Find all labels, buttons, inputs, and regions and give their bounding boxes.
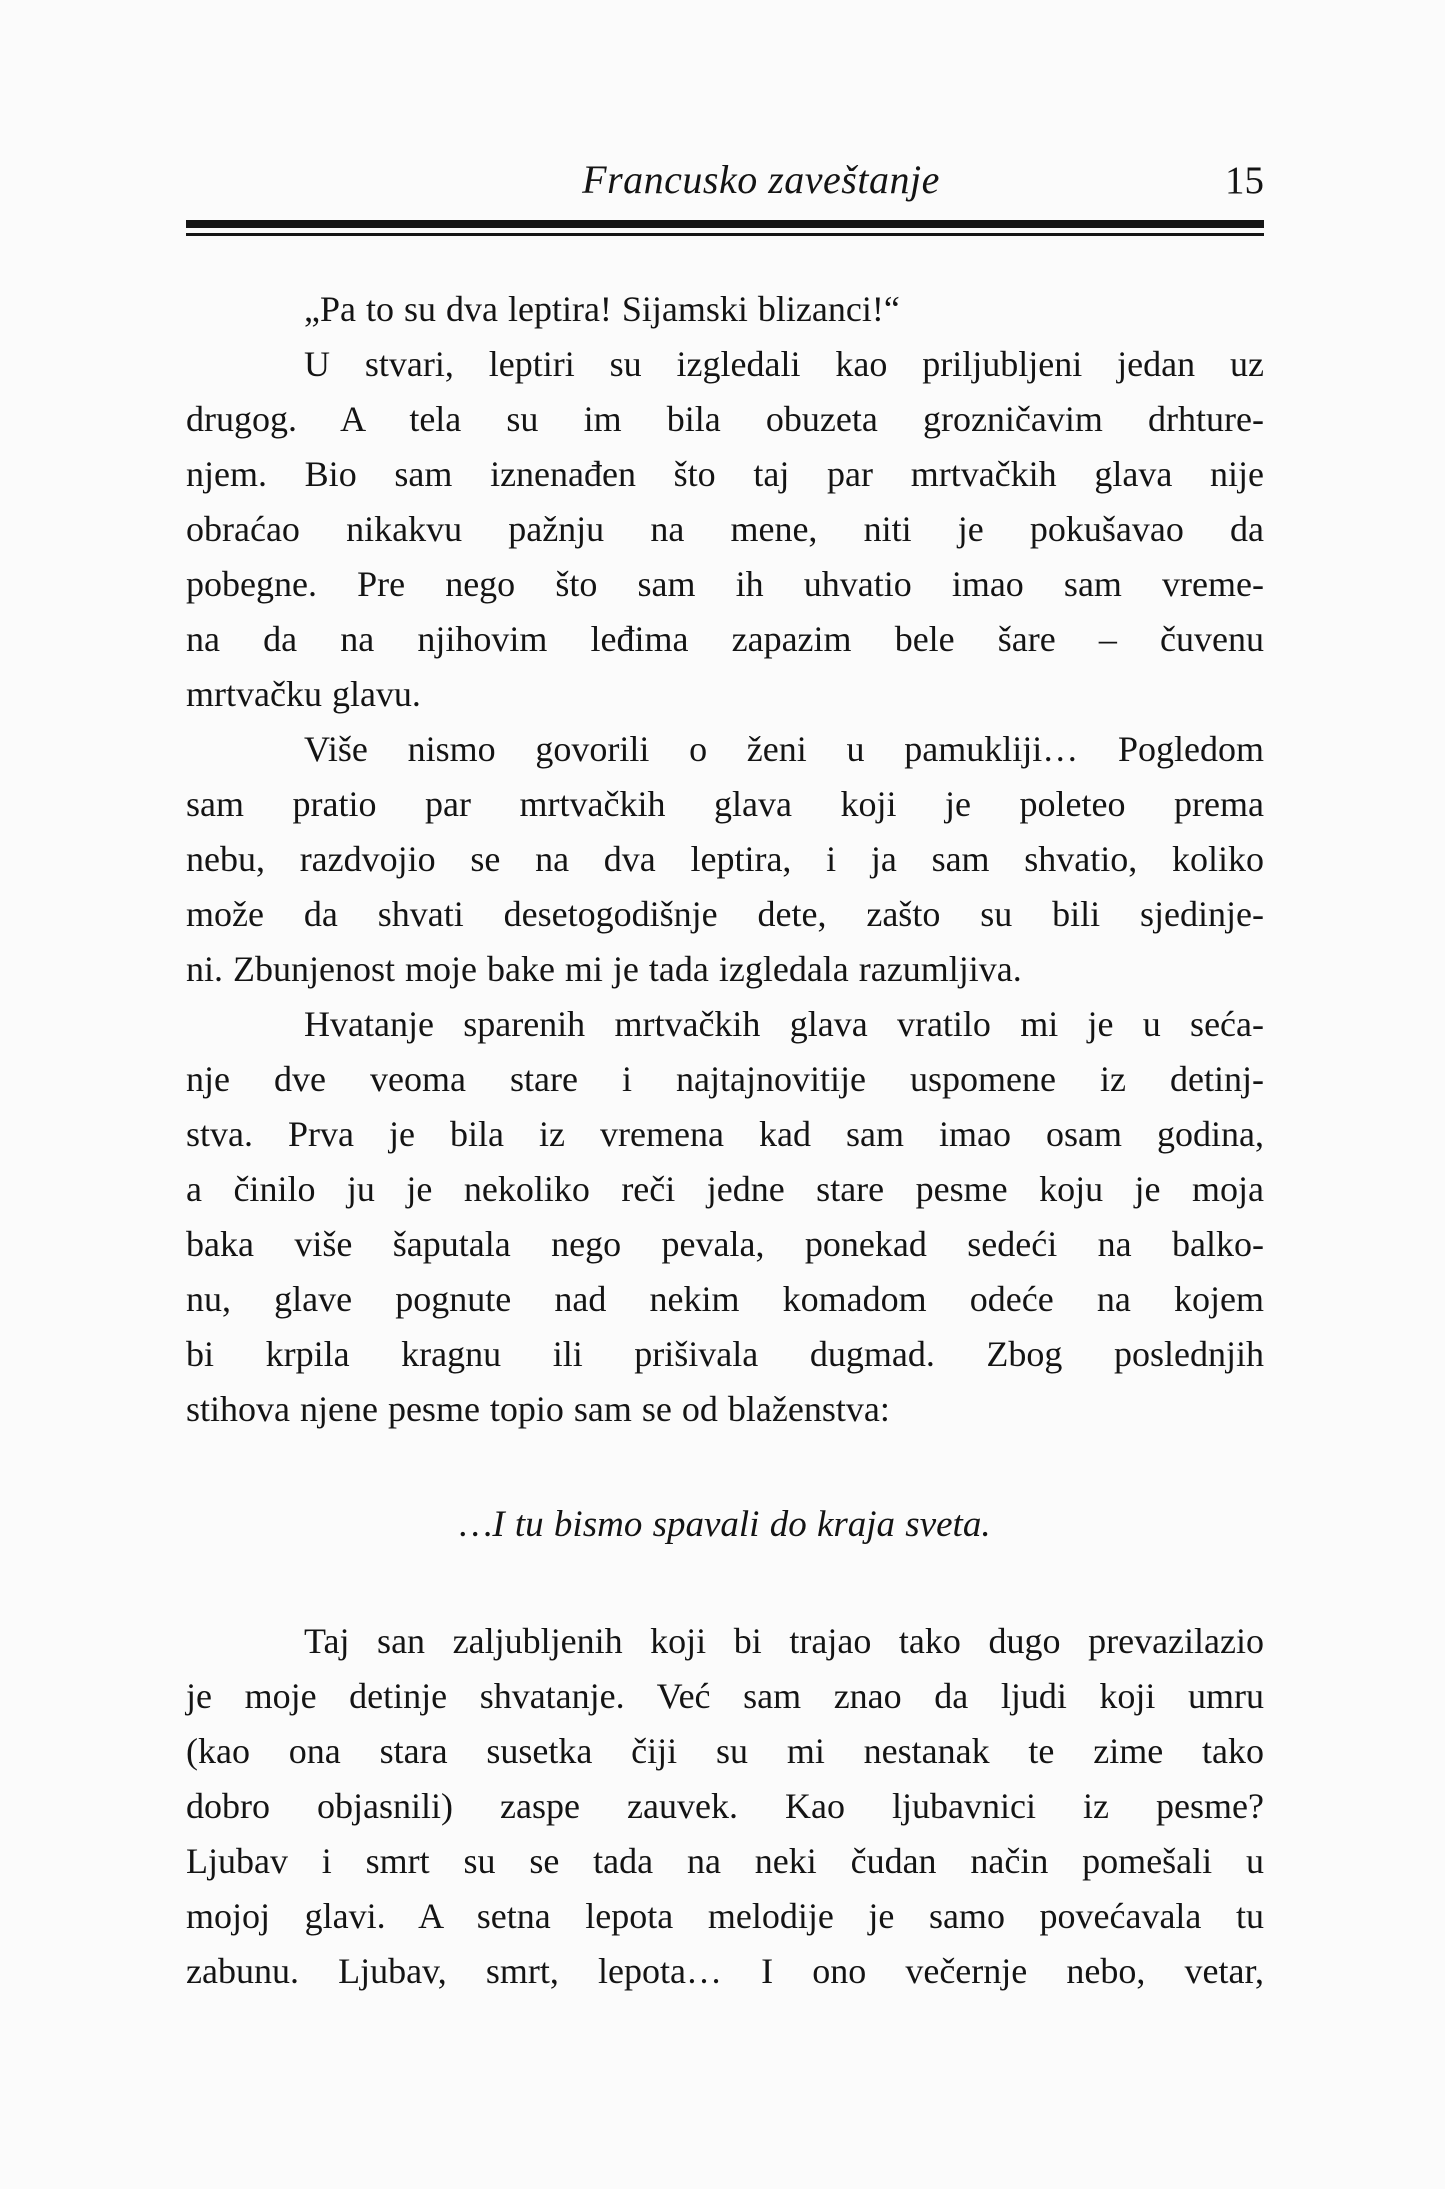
text-line: sam pratio par mrtvačkih glava koji je poleteo prema (186, 784, 1264, 824)
text-line: ni. Zbunjenost moje bake mi je tada izgledala razumljiva. (186, 949, 1022, 989)
text-line: zabunu. Ljubav, smrt, lepota… I ono večernje nebo, vetar, (186, 1951, 1264, 1991)
text-line: bi krpila kragnu ili prišivala dugmad. Zbog poslednjih (186, 1334, 1264, 1374)
text-line: Hvatanje sparenih mrtvačkih glava vratilo mi je u seća- (304, 1004, 1264, 1044)
text-line: (kao ona stara susetka čiji su mi nestanak te zime tako (186, 1731, 1264, 1771)
paragraph (186, 337, 1264, 722)
text-line: može da shvati desetogodišnje dete, zašto su bili sjedinje- (186, 894, 1264, 934)
paragraph (186, 1614, 1264, 1999)
text-line: mrtvačku glavu. (186, 674, 421, 714)
running-title: Francusko zaveštanje (582, 157, 940, 202)
paragraph (186, 722, 1264, 997)
text-line: drugog. A tela su im bila obuzeta grozničavim drhture- (186, 399, 1264, 439)
text-line: pobegne. Pre nego što sam ih uhvatio imao sam vreme- (186, 564, 1264, 604)
verse-line: …I tu bismo spavali do kraja sveta. (459, 1504, 991, 1545)
text-line: nu, glave pognute nad nekim komadom odeće na kojem (186, 1279, 1264, 1319)
text-line: Ljubav i smrt su se tada na neki čudan način pomešali u (186, 1841, 1264, 1881)
text-line: obraćao nikakvu pažnju na mene, niti je pokušavao da (186, 509, 1264, 549)
text-line: na da na njihovim leđima zapazim bele šare – čuvenu (186, 619, 1264, 659)
text-line: nje dve veoma stare i najtajnovitije uspomene iz detinj- (186, 1059, 1264, 1099)
text-line: Taj san zaljubljenih koji bi trajao tako dugo prevazilazio (304, 1621, 1264, 1661)
page-number: 15 (1225, 159, 1264, 202)
header-rule (186, 220, 1264, 236)
text-line: baka više šaputala nego pevala, ponekad sedeći na balko- (186, 1224, 1264, 1264)
paragraph (186, 282, 1264, 337)
page-header (186, 154, 1264, 206)
text-line: nebu, razdvojio se na dva leptira, i ja sam shvatio, koliko (186, 839, 1264, 879)
text-line: Više nismo govorili o ženi u pamukliji… Pogledom (304, 729, 1264, 769)
text-line: a činilo ju je nekoliko reči jedne stare pesme koju je moja (186, 1169, 1264, 1209)
text-block (186, 0, 1264, 1999)
page-body (186, 282, 1264, 1999)
text-line: njem. Bio sam iznenađen što taj par mrtvačkih glava nije (186, 454, 1264, 494)
text-line: stihova njene pesme topio sam se od blaženstva: (186, 1389, 890, 1429)
text-line: stva. Prva je bila iz vremena kad sam imao osam godina, (186, 1114, 1264, 1154)
text-line: mojoj glavi. A setna lepota melodije je samo povećavala tu (186, 1896, 1264, 1936)
paragraph (186, 997, 1264, 1437)
text-line: dobro objasnili) zaspe zauvek. Kao ljubavnici iz pesme? (186, 1786, 1264, 1826)
text-line: je moje detinje shvatanje. Već sam znao da ljudi koji umru (186, 1676, 1264, 1716)
text-line: „Pa to su dva leptira! Sijamski blizanci!“ (304, 289, 900, 329)
text-line: U stvari, leptiri su izgledali kao priljubljeni jedan uz (304, 344, 1264, 384)
